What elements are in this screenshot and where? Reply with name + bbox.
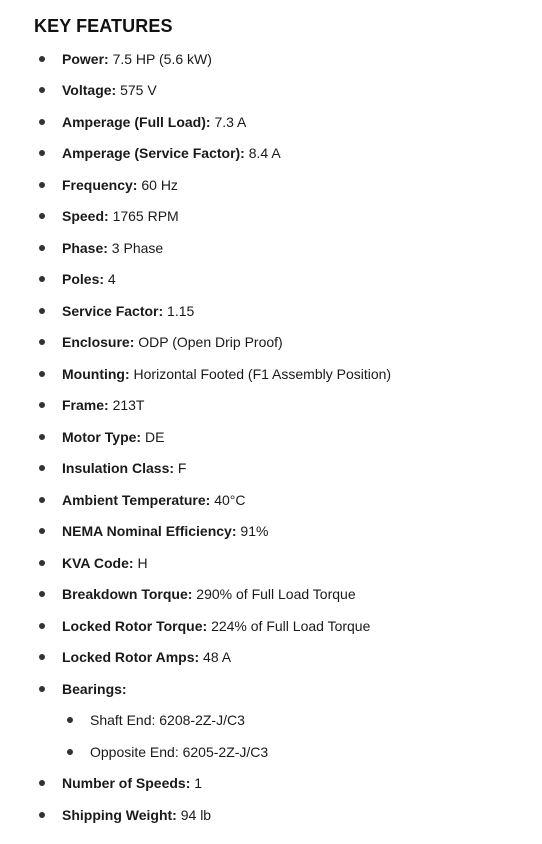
feature-value: 60 Hz: [137, 177, 178, 193]
bullet-icon: [39, 654, 45, 660]
feature-value: 4: [104, 271, 116, 287]
bullet-icon: [39, 528, 45, 534]
feature-value: ODP (Open Drip Proof): [134, 334, 283, 350]
feature-label: Frequency:: [62, 177, 138, 193]
bullet-icon: [39, 560, 45, 566]
bearing-text: Opposite End: 6205-2Z-J/C3: [90, 744, 269, 760]
feature-value: 1: [190, 775, 203, 791]
bullet-icon: [39, 339, 45, 345]
feature-label: Bearings:: [62, 681, 127, 697]
feature-value: 94 lb: [176, 807, 212, 823]
feature-value: 8.4 A: [244, 145, 281, 161]
bullet-icon: [39, 276, 45, 282]
feature-label: KVA Code:: [62, 555, 134, 571]
bearing-text: Shaft End: 6208-2Z-J/C3: [90, 712, 245, 728]
bullet-icon: [39, 812, 45, 818]
feature-value: 213T: [108, 397, 145, 413]
feature-value: 48 A: [199, 649, 232, 665]
feature-label: Speed:: [62, 208, 109, 224]
bullet-icon: [39, 119, 45, 125]
feature-value: Horizontal Footed (F1 Assembly Position): [129, 366, 392, 382]
feature-label: Breakdown Torque:: [62, 586, 193, 602]
bullet-icon: [39, 150, 45, 156]
feature-label: Motor Type:: [62, 429, 142, 445]
feature-value: DE: [141, 429, 165, 445]
feature-label: Ambient Temperature:: [62, 492, 211, 508]
feature-label: NEMA Nominal Efficiency:: [62, 523, 237, 539]
bullet-icon: [39, 371, 45, 377]
feature-label: Mounting:: [62, 366, 130, 382]
feature-label: Insulation Class:: [62, 460, 175, 476]
feature-label: Amperage (Full Load):: [62, 114, 211, 130]
feature-label: Amperage (Service Factor):: [62, 145, 245, 161]
bullet-icon: [39, 402, 45, 408]
feature-label: Voltage:: [62, 82, 117, 98]
bullet-icon: [39, 308, 45, 314]
feature-label: Frame:: [62, 397, 109, 413]
bullet-icon: [67, 717, 73, 723]
feature-value: 575 V: [116, 82, 157, 98]
feature-value: 1.15: [163, 303, 195, 319]
bullet-icon: [39, 87, 45, 93]
feature-value: 7.3 A: [210, 114, 247, 130]
feature-value: 290% of Full Load Torque: [192, 586, 356, 602]
bullet-icon: [39, 623, 45, 629]
page-title: KEY FEATURES: [34, 16, 173, 36]
feature-value: 91%: [236, 523, 269, 539]
bullet-icon: [67, 749, 73, 755]
feature-label: Shipping Weight:: [62, 807, 177, 823]
bullet-icon: [39, 434, 45, 440]
feature-label: Locked Rotor Torque:: [62, 618, 208, 634]
feature-value: H: [133, 555, 148, 571]
feature-value: 224% of Full Load Torque: [207, 618, 371, 634]
feature-label: Power:: [62, 51, 109, 67]
feature-label: Enclosure:: [62, 334, 135, 350]
bullet-icon: [39, 245, 45, 251]
bullet-icon: [39, 686, 45, 692]
bullet-icon: [39, 780, 45, 786]
bullet-icon: [39, 465, 45, 471]
bullet-icon: [39, 591, 45, 597]
feature-label: Number of Speeds:: [62, 775, 191, 791]
feature-label: Service Factor:: [62, 303, 164, 319]
feature-label: Phase:: [62, 240, 108, 256]
bullet-icon: [39, 497, 45, 503]
feature-value: 40°C: [210, 492, 246, 508]
feature-label: Poles:: [62, 271, 105, 287]
feature-value: 1765 RPM: [108, 208, 179, 224]
bullet-icon: [39, 56, 45, 62]
feature-value: 3 Phase: [107, 240, 164, 256]
feature-label: Locked Rotor Amps:: [62, 649, 200, 665]
bullet-icon: [39, 182, 45, 188]
bullet-icon: [39, 213, 45, 219]
feature-value: 7.5 HP (5.6 kW): [108, 51, 212, 67]
feature-value: F: [174, 460, 187, 476]
